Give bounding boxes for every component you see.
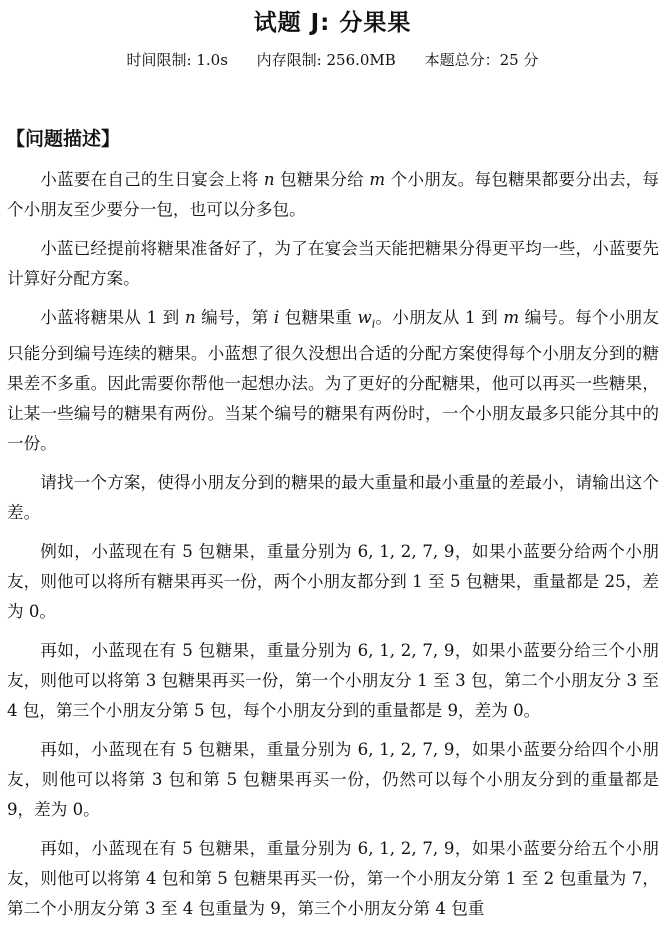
paragraph: 再如，小蓝现在有 5 包糖果，重量分别为 6, 1, 2, 7, 9，如果小蓝要分给五个小朋友，则他可以将第 4 包和第 5 包糖果再买一份，第一个小朋友分第 1 至 2 包重量为 7，第二个小朋友分第 3 至 4 包重量为 9，第三个小朋友分第 4 包重 xyxy=(7,839,659,919)
total-score: 本题总分：25 分 xyxy=(424,51,539,69)
paragraph: 再如，小蓝现在有 5 包糖果，重量分别为 6, 1, 2, 7, 9，如果小蓝要分给三个小朋友，则他可以将第 3 包糖果再买一份，第一个小朋友分 1 至 3 包，第二个小朋友分 3 至 4 包，第三个小朋友分第 5 包，每个小朋友分到的重量都是 9，差为 0。 xyxy=(7,641,659,721)
problem-limits xyxy=(0,49,665,70)
time-limit: 时间限制: 1.0s xyxy=(126,51,228,69)
paragraph: 例如，小蓝现在有 5 包糖果，重量分别为 6, 1, 2, 7, 9，如果小蓝要分给两个小朋友，则他可以将所有糖果再买一份，两个小朋友都分到 1 至 5 包糖果，重量都是 25，差为 0。 xyxy=(7,542,659,622)
paragraph: 小蓝将糖果从 1 到 n 编号，第 i 包糖果重 $w_i$。小朋友从 1 到 m 编号。每个小朋友只能分到编号连续的糖果。小蓝想了很久没想出合适的分配方案使得每个小朋友分到的糖果差不多重。因此需要你帮他一起想办法。为了更好的分配糖果，他可以再买一些糖果，让某一些编号的糖果有两份。当某个编号的糖果有两份时，一个小朋友最多只能分其中的一份。 xyxy=(7,308,659,454)
memory-limit: 内存限制: 256.0MB xyxy=(256,51,396,69)
section-heading-description: 【问题描述】 xyxy=(6,128,121,150)
paragraph: 请找一个方案，使得小朋友分到的糖果的最大重量和最小重量的差最小，请输出这个差。 xyxy=(7,473,659,523)
paragraph: 小蓝要在自己的生日宴会上将 n 包糖果分给 m 个小朋友。每包糖果都要分出去，每个小朋友至少要分一包，也可以分多包。 xyxy=(7,170,659,219)
paragraph: 小蓝已经提前将糖果准备好了，为了在宴会当天能把糖果分得更平均一些，小蓝要先计算好分配方案。 xyxy=(7,239,659,288)
problem-description xyxy=(7,165,659,933)
paragraph: 再如，小蓝现在有 5 包糖果，重量分别为 6, 1, 2, 7, 9，如果小蓝要分给四个小朋友，则他可以将第 3 包和第 5 包糖果再买一份，仍然可以每个小朋友分到的重量都是 9，差为 0。 xyxy=(7,740,659,820)
problem-title: 试题 J: 分果果 xyxy=(253,10,412,36)
